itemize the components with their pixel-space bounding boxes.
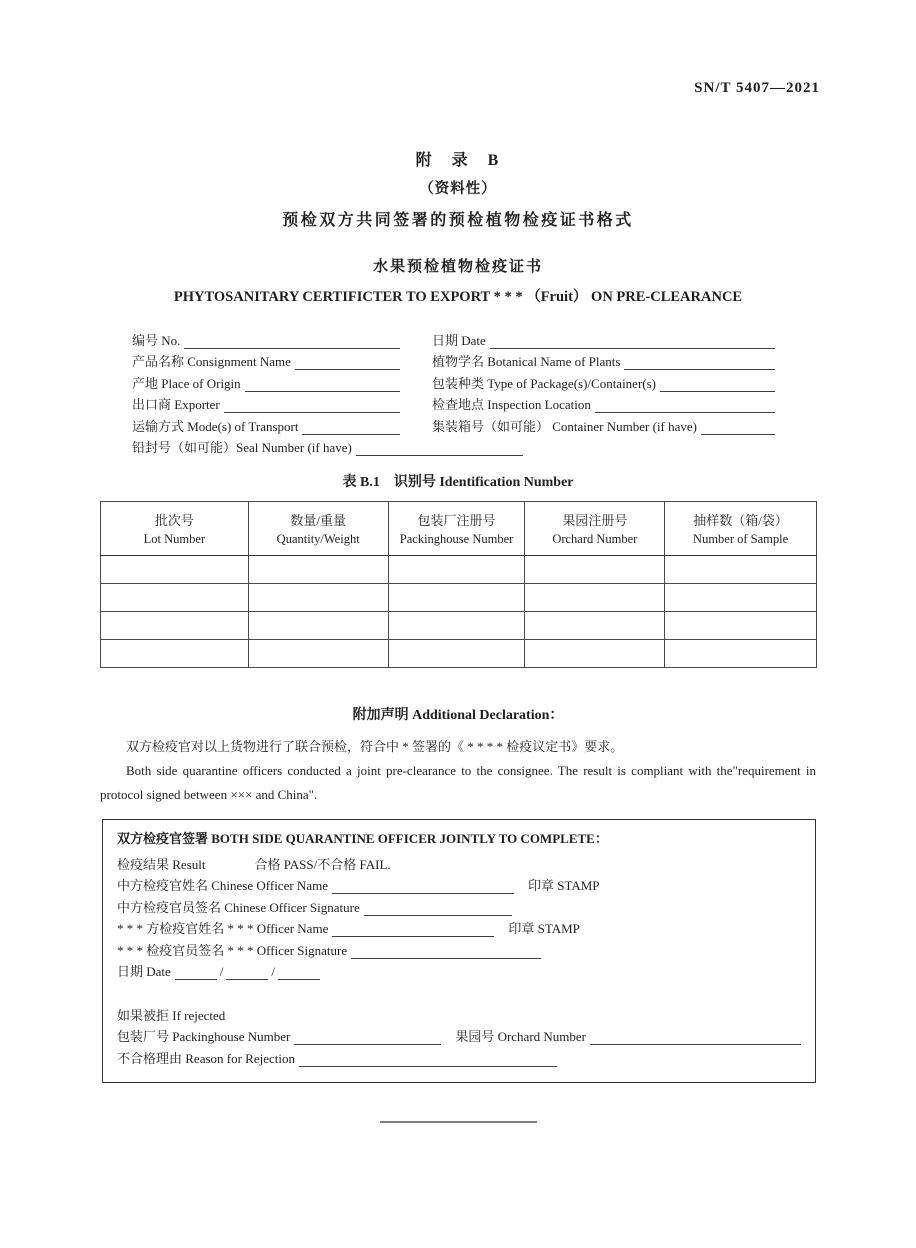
table-cell-empty xyxy=(665,640,817,668)
cn-officer-name-row xyxy=(117,873,801,895)
no-label: 编号 No. xyxy=(132,332,181,348)
table-cell-empty xyxy=(525,556,665,584)
date-line-2 xyxy=(226,965,268,980)
other-officer-name-label: * * * 方检疫官姓名 * * * Officer Name xyxy=(117,921,329,936)
table-row xyxy=(101,556,817,584)
container-number-label: 集装箱号（如可能） Container Number (if have) xyxy=(432,418,698,434)
table-cell-empty xyxy=(525,640,665,668)
date-row xyxy=(117,959,801,981)
certificate-form xyxy=(132,327,775,456)
appendix-subtitle: 预检双方共同签署的预检植物检疫证书格式 xyxy=(282,212,634,229)
col-lot-number-cn: 批次号 xyxy=(154,513,194,528)
table-caption: 表 B.1 识别号 Identification Number xyxy=(342,475,574,490)
result-label: 检疫结果 Result xyxy=(117,856,206,872)
date-slash: / xyxy=(219,964,224,979)
col-orchard-number-en: Orchard Number xyxy=(552,532,638,546)
other-officer-signature-line xyxy=(351,944,541,959)
orchard-number-line xyxy=(590,1030,801,1045)
form-row xyxy=(132,435,775,457)
table-cell-empty xyxy=(248,612,388,640)
col-orchard-number-cn: 果园注册号 xyxy=(562,513,628,528)
table-cell-empty xyxy=(101,584,249,612)
standard-number: SN/T 5407—2021 xyxy=(694,80,820,96)
col-packinghouse-number-cn: 包装厂注册号 xyxy=(417,513,496,528)
rejection-reason-row xyxy=(117,1045,801,1067)
col-lot-number-en: Lot Number xyxy=(143,532,206,546)
form-row xyxy=(132,370,775,392)
spacer xyxy=(117,980,801,1002)
date-field-line xyxy=(490,334,775,349)
form-row xyxy=(132,327,775,349)
other-officer-signature-label: * * * 检疫官员签名 * * * Officer Signature xyxy=(117,942,348,958)
transport-mode-label: 运输方式 Mode(s) of Transport xyxy=(132,418,299,434)
cn-officer-signature-line xyxy=(364,901,512,916)
result-options: 合格 PASS/不合格 FAIL. xyxy=(254,856,391,872)
consignment-name-line xyxy=(295,355,400,370)
orchard-number-label: 果园号 Orchard Number xyxy=(455,1029,586,1044)
certificate-title-cn: 水果预检植物检疫证书 xyxy=(372,259,543,275)
table-row xyxy=(101,584,817,612)
rejection-reason-label: 不合格理由 Reason for Rejection xyxy=(117,1050,295,1066)
col-orchard-number xyxy=(525,502,665,556)
table-cell-empty xyxy=(101,640,249,668)
no-field-line xyxy=(184,334,400,349)
table-cell-empty xyxy=(665,612,817,640)
cn-officer-name-line xyxy=(332,879,514,894)
container-number-line xyxy=(701,420,775,435)
place-of-origin-label: 产地 Place of Origin xyxy=(132,375,241,391)
additional-declaration-heading: 附加声明 Additional Declaration： xyxy=(352,708,564,723)
table-cell-empty xyxy=(248,584,388,612)
other-officer-name-line xyxy=(332,922,494,937)
col-number-of-sample-en: Number of Sample xyxy=(693,532,789,546)
col-quantity-weight-cn: 数量/重量 xyxy=(290,513,346,528)
other-officer-signature-row xyxy=(117,937,801,959)
botanical-name-label: 植物学名 Botanical Name of Plants xyxy=(432,354,621,369)
col-packinghouse-number xyxy=(388,502,525,556)
date-slash: / xyxy=(271,964,276,979)
date-line-1 xyxy=(175,965,217,980)
table-cell-empty xyxy=(665,584,817,612)
package-type-line xyxy=(660,377,775,392)
exporter-line xyxy=(224,398,400,413)
col-lot-number xyxy=(101,502,249,556)
declaration-paragraph-en: Both side quarantine officers conducted a joint pre-clearance to the consignee. The result is compliant with the"requirement in protocol signed between ××× and China". xyxy=(100,763,816,802)
seal-number-line xyxy=(356,441,523,456)
appendix-title: 附 录 B xyxy=(415,152,501,169)
botanical-name-line xyxy=(624,355,775,370)
box-date-label: 日期 Date xyxy=(117,964,171,979)
table-cell-empty xyxy=(388,640,525,668)
table-cell-empty xyxy=(101,612,249,640)
cn-officer-signature-label: 中方检疫官员签名 Chinese Officer Signature xyxy=(117,899,360,915)
result-row xyxy=(117,851,801,873)
seal-number-label: 铅封号（如可能）Seal Number (if have) xyxy=(132,440,352,455)
table-cell-empty xyxy=(248,640,388,668)
col-quantity-weight xyxy=(248,502,388,556)
form-row xyxy=(132,413,775,435)
table-cell-empty xyxy=(388,556,525,584)
other-officer-name-row xyxy=(117,916,801,938)
col-number-of-sample-cn: 抽样数（箱/袋） xyxy=(693,513,788,528)
table-cell-empty xyxy=(525,612,665,640)
identification-number-table xyxy=(100,501,817,668)
signature-box-heading: 双方检疫官签署 BOTH SIDE QUARANTINE OFFICER JOINTLY TO COMPLETE： xyxy=(117,831,608,846)
date-line-3 xyxy=(278,965,320,980)
table-row xyxy=(101,640,817,668)
exporter-label: 出口商 Exporter xyxy=(132,397,220,412)
col-quantity-weight-en: Quantity/Weight xyxy=(276,532,360,546)
form-row xyxy=(132,392,775,414)
place-of-origin-line xyxy=(245,377,400,392)
col-packinghouse-number-en: Packinghouse Number xyxy=(399,532,514,546)
form-row xyxy=(132,349,775,371)
cn-officer-name-label: 中方检疫官姓名 Chinese Officer Name xyxy=(117,878,328,893)
declaration-paragraph-cn: 双方检疫官对以上货物进行了联合预检，符合中 * 签署的《 * * * * 检疫议定书》要求。 xyxy=(126,739,624,754)
table-cell-empty xyxy=(525,584,665,612)
package-type-label: 包装种类 Type of Package(s)/Container(s) xyxy=(432,375,657,391)
packinghouse-number-line xyxy=(294,1030,441,1045)
col-number-of-sample xyxy=(665,502,817,556)
table-cell-empty xyxy=(388,612,525,640)
informative-label: （资料性） xyxy=(419,181,497,197)
if-rejected-row xyxy=(117,1002,801,1024)
transport-mode-line xyxy=(302,420,400,435)
rejected-numbers-row xyxy=(117,1024,801,1046)
stamp-label-2: 印章 STAMP xyxy=(508,921,580,936)
date-label: 日期 Date xyxy=(432,332,486,348)
rejection-reason-line xyxy=(299,1052,557,1067)
packinghouse-number-label: 包装厂号 Packinghouse Number xyxy=(117,1029,291,1044)
table-row xyxy=(101,612,817,640)
if-rejected-label: 如果被拒 If rejected xyxy=(117,1007,226,1023)
table-cell-empty xyxy=(101,556,249,584)
table-cell-empty xyxy=(248,556,388,584)
cn-officer-signature-row xyxy=(117,894,801,916)
stamp-label: 印章 STAMP xyxy=(527,878,600,893)
inspection-location-line xyxy=(595,398,775,413)
inspection-location-label: 检查地点 Inspection Location xyxy=(432,397,591,412)
table-cell-empty xyxy=(388,584,525,612)
table-header-row xyxy=(101,502,817,556)
consignment-name-label: 产品名称 Consignment Name xyxy=(132,354,291,369)
signature-box xyxy=(102,819,816,1083)
end-of-document-rule xyxy=(380,1121,537,1123)
certificate-title-en: PHYTOSANITARY CERTIFICTER TO EXPORT * * * （Fruit） ON PRE-CLEARANCE xyxy=(173,289,743,305)
table-cell-empty xyxy=(665,556,817,584)
